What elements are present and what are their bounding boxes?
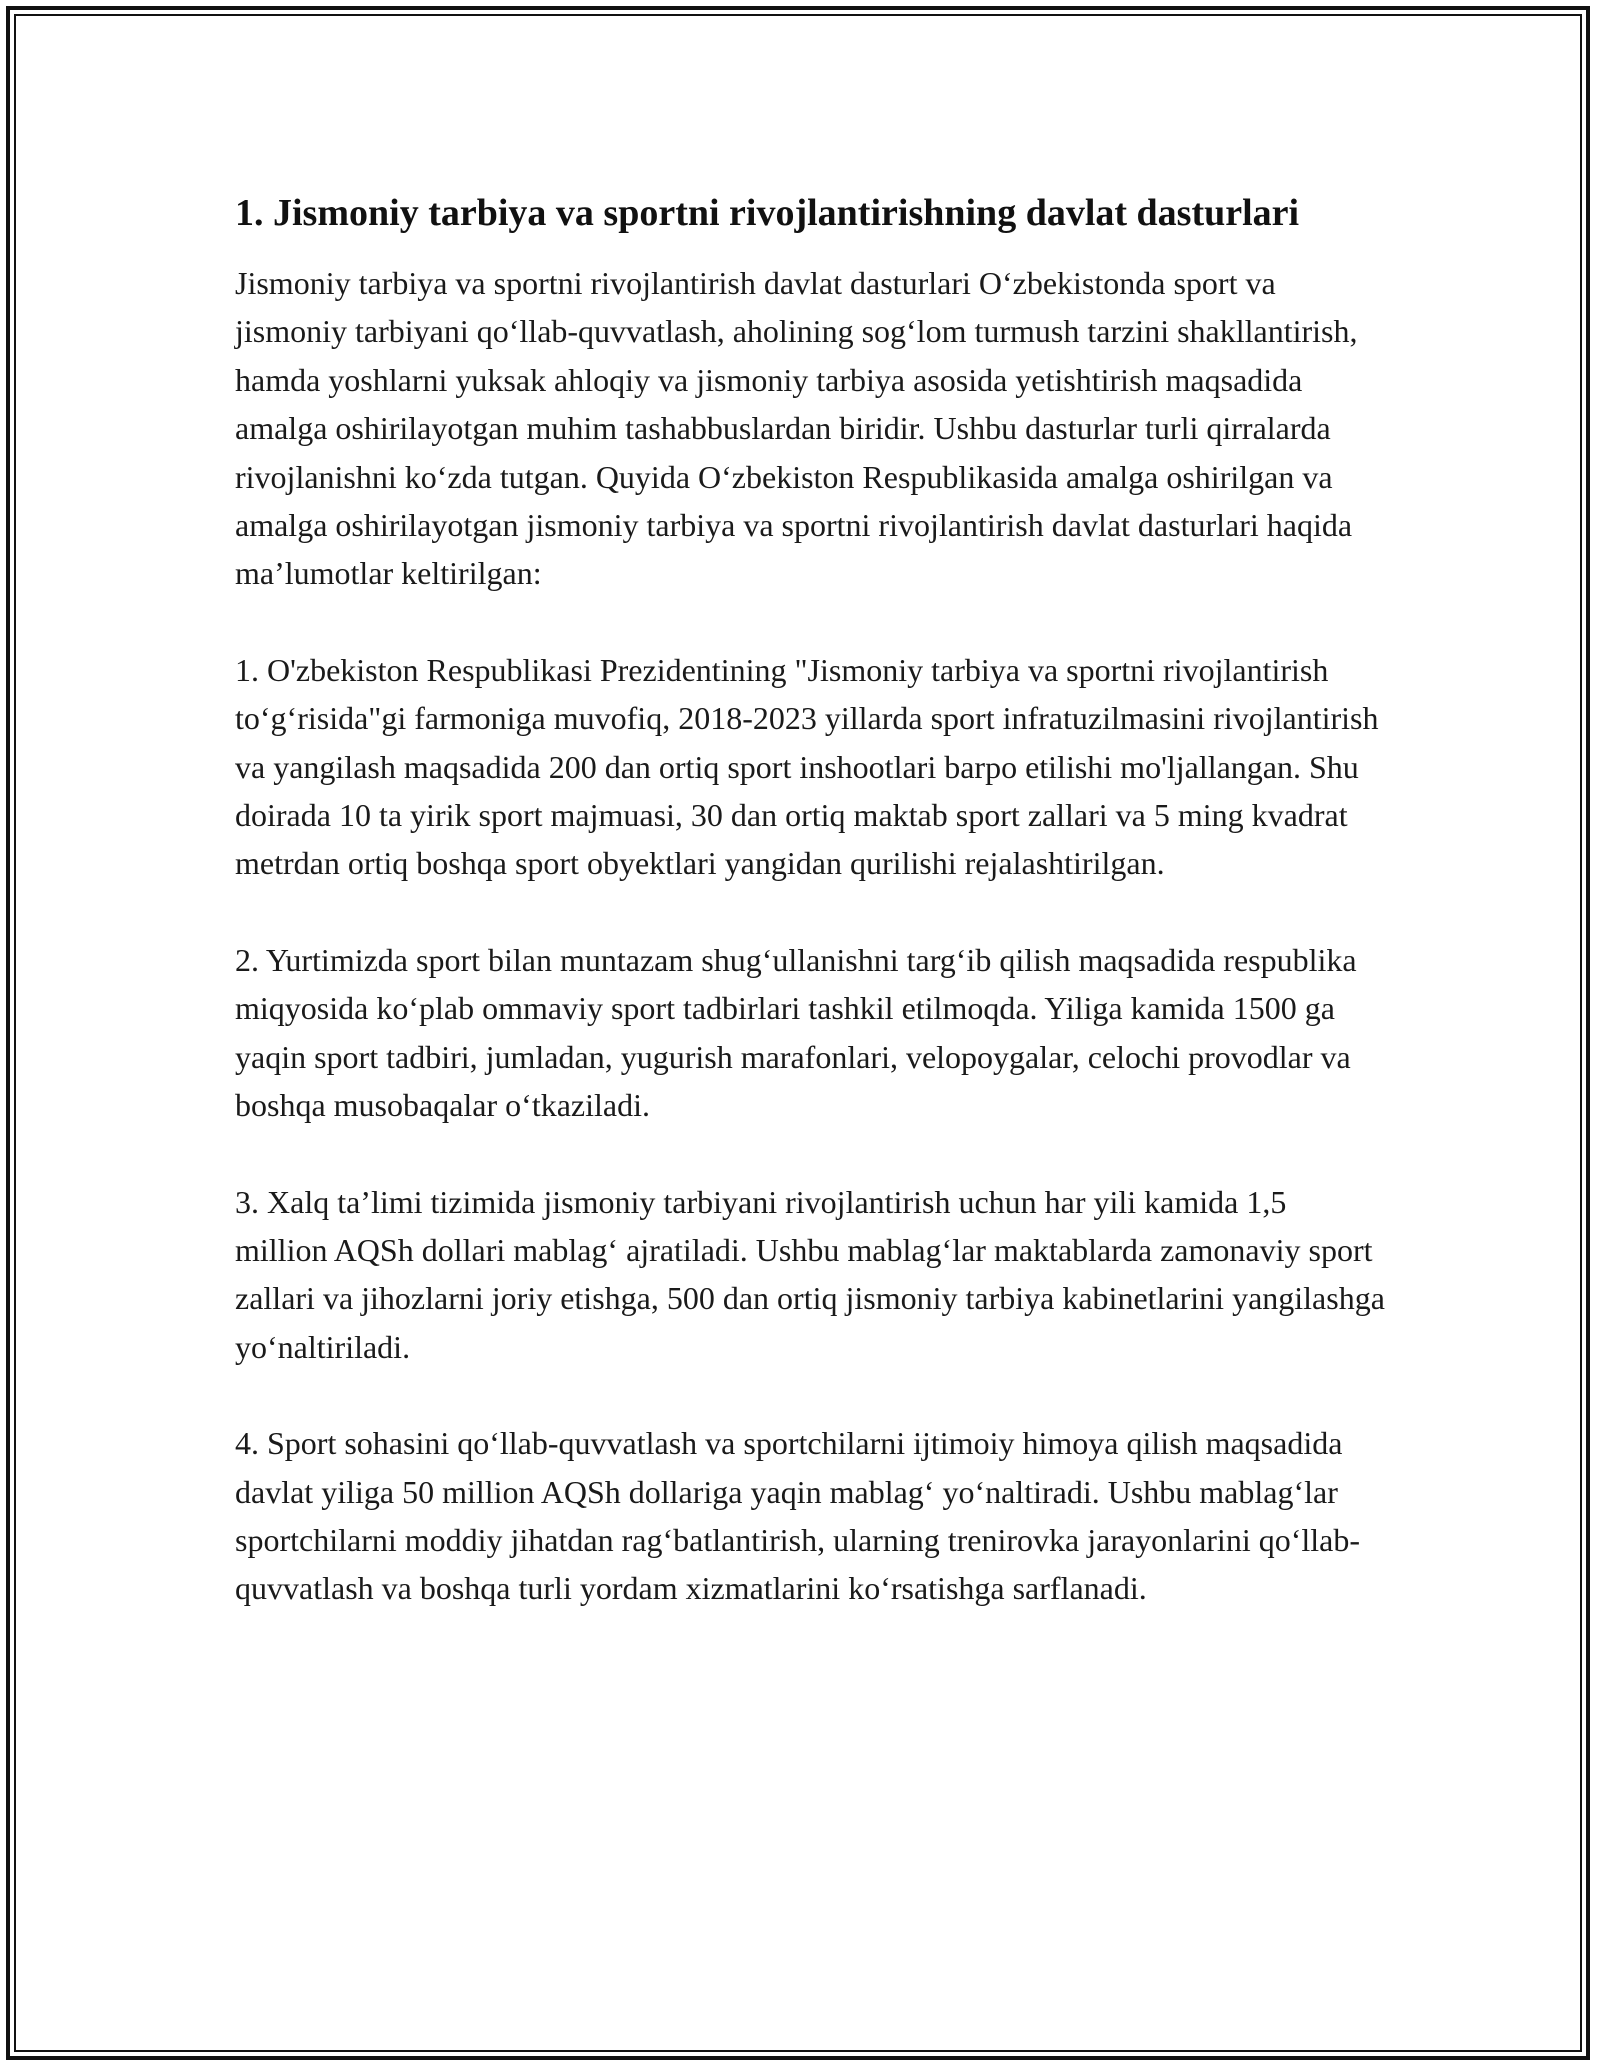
list-item-2: 2. Yurtimizda sport bilan muntazam shug‘ullanishni targ‘ib qilish maqsadida respublika miqyosida ko‘plab ommaviy sport tadbirlari tashkil etilmoqda. Yiliga kamida 1500 ga yaqin sport tadbiri, jumladan, yugurish marafonlari, velopoygalar, celochi provodlar va boshqa musobaqalar o‘tkaziladi. bbox=[235, 941, 1357, 1124]
list-item-1: 1. O'zbekiston Respublikasi Prezidentining "Jismoniy tarbiya va sportni rivojlantirish to‘g‘risida"gi farmoniga muvofiq, 2018-2023 yillarda sport infratuzilmasini rivojlantirish va yangilash maqsadida 200 dan ortiq sport inshootlari barpo etilishi mo'ljallangan. Shu doirada 10 ta yirik sport majmuasi, 30 dan ortiq maktab sport zallari va 5 ming kvadrat metrdan ortiq boshqa sport obyektlari yangidan qurilishi rejalashtirilgan. bbox=[235, 651, 1379, 882]
list-item-4: 4. Sport sohasini qo‘llab-quvvatlash va sportchilarni ijtimoiy himoya qilish maqsadida davlat yiliga 50 million AQSh dollariga yaqin mablag‘ yo‘naltiradi. Ushbu mablag‘lar sportchilarni moddiy jihatdan rag‘batlantirish, ularning trenirovka jarayonlarini qo‘llab-quvvatlash va boshqa turli yordam xizmatlarini ko‘rsatishga sarflanadi. bbox=[235, 1425, 1360, 1607]
list-item-3: 3. Xalq ta’limi tizimida jismoniy tarbiyani rivojlantirish uchun har yili kamida 1,5 million AQSh dollari mablag‘ ajratiladi. Ushbu mablag‘lar maktablarda zamonaviy sport zallari va jihozlarni joriy etishga, 500 dan ortiq jismoniy tarbiya kabinetlarini yangilashga yo‘naltiriladi. bbox=[235, 1183, 1385, 1365]
document-body bbox=[235, 185, 1385, 1613]
intro-paragraph: Jismoniy tarbiya va sportni rivojlantirish davlat dasturlari O‘zbekistonda sport va jismoniy tarbiyani qo‘llab-quvvatlash, aholining sog‘lom turmush tarzini shakllantirish, hamda yoshlarni yuksak ahloqiy va jismoniy tarbiya asosida yetishtirish maqsadida amalga oshirilayotgan muhim tashabbuslardan biridir. Ushbu dasturlar turli qirralarda rivojlanishni ko‘zda tutgan. Quyida O‘zbekiston Respublikasida amalga oshirilgan va amalga oshirilayotgan jismoniy tarbiya va sportni rivojlantirish davlat dasturlari haqida ma’lumotlar keltirilgan: bbox=[235, 265, 1358, 592]
section-heading: 1. Jismoniy tarbiya va sportni rivojlantirishning davlat dasturlari bbox=[235, 192, 1300, 234]
